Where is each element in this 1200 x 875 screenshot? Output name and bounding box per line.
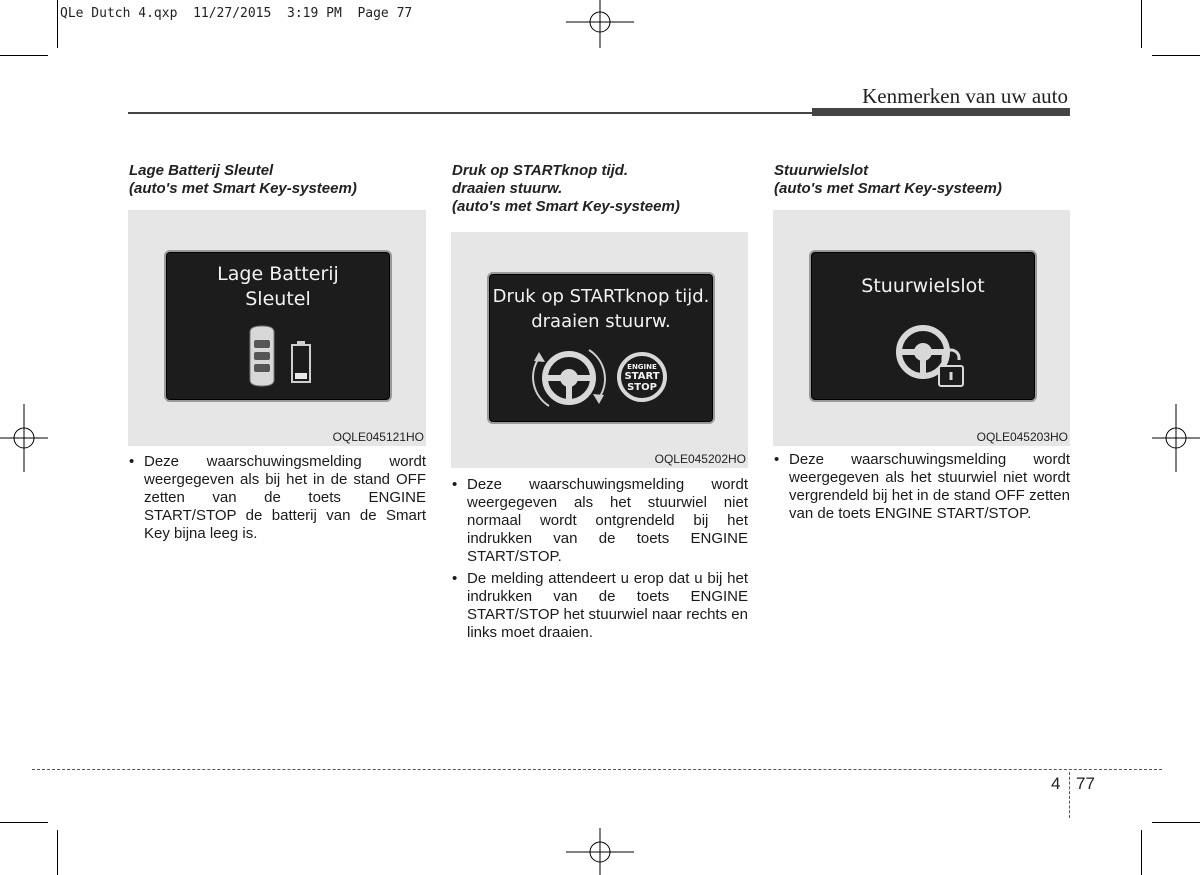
crop-mark — [57, 0, 58, 48]
figure-code: OQLE045203HO — [976, 430, 1068, 444]
crop-mark — [0, 822, 48, 823]
steering-wheel-rotate-icon — [529, 344, 609, 412]
registration-mark-bottom — [566, 828, 634, 875]
figure-code: OQLE045202HO — [654, 452, 746, 466]
list-item: • De melding attendeert u erop dat u bij het indrukken van de toets ENGINE START/STOP het stuurwiel naar rechts en links moet draaien. — [451, 570, 748, 642]
crop-mark — [1152, 822, 1200, 823]
column-3-heading: Stuurwielslot (auto's met Smart Key-systeem) — [774, 162, 1002, 197]
list-item: • Deze waarschuwingsmelding wordt weergegeven als het stuurwiel niet wordt vergrendeld bij het in de stand OFF zetten van de toets ENGINE START/STOP. — [773, 451, 1070, 523]
figure-steering-wheel-lock — [773, 210, 1070, 446]
figure-code: OQLE045121HO — [332, 430, 424, 444]
column-1-heading: Lage Batterij Sleutel (auto's met Smart Key-systeem) — [129, 162, 357, 197]
header-rule — [128, 112, 818, 114]
footer-rule — [32, 769, 1162, 770]
registration-mark-right — [1150, 404, 1200, 472]
cluster-display: Stuurwielslot — [809, 250, 1037, 402]
page-divider — [1069, 772, 1070, 818]
chapter-number: 4 — [1051, 774, 1061, 793]
figure-low-key-battery — [128, 210, 426, 446]
registration-mark-left — [0, 404, 50, 472]
crop-mark — [0, 55, 48, 56]
column-3-body — [773, 451, 1070, 527]
column-2-heading: Druk op STARTknop tijd. draaien stuurw. (auto's met Smart Key-systeem) — [452, 162, 680, 215]
header-rule-bold — [812, 108, 1070, 116]
column-2-body — [451, 476, 748, 646]
section-title: Kenmerken van uw auto — [862, 84, 1068, 108]
cluster-display: Lage Batterij Sleutel — [164, 250, 392, 402]
figure-press-start-turn-wheel — [451, 232, 748, 468]
print-slug: QLe Dutch 4.qxp 11/27/2015 3:19 PM Page 77 — [60, 6, 413, 21]
page-number: 77 — [1076, 774, 1095, 793]
cluster-display: Druk op STARTknop tijd. draaien stuurw. ENGINE START STOP — [487, 272, 715, 424]
list-item: • Deze waarschuwingsmelding wordt weergegeven als bij het in de stand OFF zetten van de toets ENGINE START/STOP de batterij van de Smart Key bijna leeg is. — [128, 453, 426, 543]
steering-wheel-lock-icon — [891, 320, 967, 390]
column-1-body — [128, 453, 426, 547]
crop-mark — [1152, 55, 1200, 56]
crop-mark — [1141, 0, 1142, 48]
list-item: • Deze waarschuwingsmelding wordt weergegeven als het stuurwiel niet normaal wordt ontgrendeld bij het indrukken van de toets ENGINE START/STOP. — [451, 476, 748, 566]
crop-mark — [1141, 830, 1142, 875]
smart-key-icon — [244, 324, 280, 388]
engine-start-stop-button: ENGINE START STOP — [617, 352, 667, 402]
crop-mark — [57, 830, 58, 875]
registration-mark-top — [566, 0, 634, 50]
battery-low-icon — [290, 340, 312, 384]
